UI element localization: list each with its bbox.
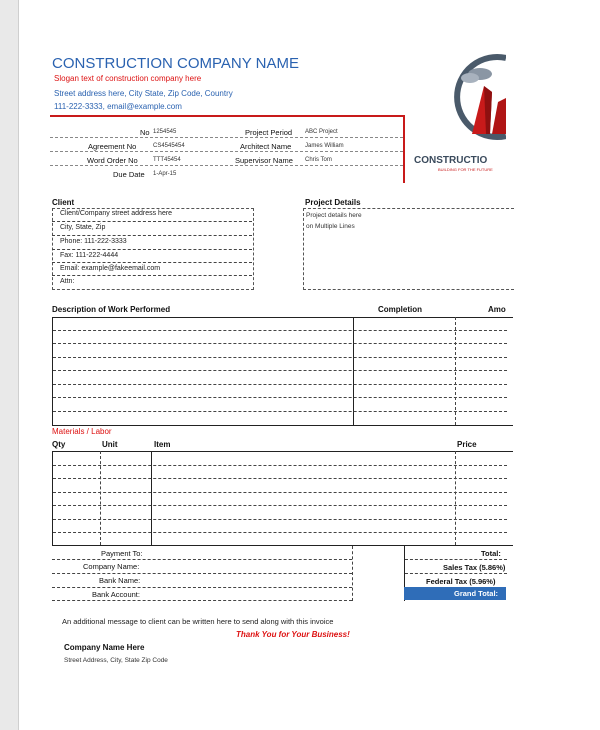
no-value: 1254545 <box>153 129 177 135</box>
work-row <box>53 384 507 385</box>
client-row-line <box>52 249 252 250</box>
materials-row <box>53 478 507 479</box>
no-label: No <box>140 128 150 137</box>
client-line: Email: example@fakeemail.com <box>60 265 161 272</box>
totals-line <box>405 559 507 560</box>
architect-value: James William <box>305 143 344 149</box>
payment-account-label: Bank Account: <box>92 590 140 599</box>
word-order-value: TTT45454 <box>153 157 181 163</box>
company-slogan: Slogan text of construction company here <box>54 74 202 83</box>
materials-col-item: Item <box>154 440 171 449</box>
work-col-divider <box>353 317 354 425</box>
client-line: Client/Company street address here <box>60 210 173 217</box>
architect-label: Architect Name <box>240 142 292 151</box>
project-line: Project details here <box>306 212 362 219</box>
materials-col-qty: Qty <box>52 440 66 449</box>
total-label: Total: <box>481 549 501 558</box>
due-date-label: Due Date <box>113 170 145 179</box>
materials-col-price: Price <box>457 440 477 449</box>
payment-line <box>52 600 352 601</box>
company-name: CONSTRUCTION COMPANY NAME <box>52 55 299 72</box>
logo-tagline: BUILDING FOR THE FUTURE <box>438 167 493 172</box>
work-row <box>53 330 507 331</box>
supervisor-value: Chris Tom <box>305 157 332 163</box>
work-table <box>52 317 513 426</box>
payment-divider <box>352 546 353 601</box>
payment-line <box>52 559 352 560</box>
agreement-label: Agreement No <box>88 142 137 151</box>
federal-tax-label: Federal Tax (5.96%) <box>426 577 496 586</box>
sales-tax-label: Sales Tax (5.86%) <box>443 563 506 572</box>
materials-row <box>53 519 507 520</box>
client-line: Fax: 111-222-4444 <box>60 252 119 259</box>
work-row <box>53 357 507 358</box>
footer-company: Company Name Here <box>64 643 145 652</box>
client-line: Phone: 111-222-3333 <box>60 238 127 245</box>
client-row-line <box>52 275 252 276</box>
client-line: Attn: <box>60 278 75 285</box>
materials-row <box>53 465 507 466</box>
work-row <box>53 343 507 344</box>
thank-you-text: Thank You for Your Business! <box>236 630 350 639</box>
totals-line <box>405 573 507 574</box>
payment-bank-label: Bank Name: <box>99 576 141 585</box>
payment-line <box>52 587 352 588</box>
client-heading: Client <box>52 198 75 207</box>
work-col-amount: Amo <box>488 305 506 314</box>
materials-row <box>53 505 507 506</box>
client-line: City, State, Zip <box>60 224 106 231</box>
client-row-line <box>52 262 252 263</box>
payment-company-label: Company Name: <box>83 562 140 571</box>
project-period-label: Project Period <box>245 128 293 137</box>
logo-text: CONSTRUCTIO <box>414 155 488 166</box>
project-box <box>303 208 514 290</box>
work-row <box>53 411 507 412</box>
payment-line <box>52 573 352 574</box>
company-contact: 111-222-3333, email@example.com <box>54 102 182 111</box>
company-address: Street address here, City State, Zip Code, Country <box>54 89 233 98</box>
word-order-label: Word Order No <box>87 156 138 165</box>
due-date-value: 1-Apr-15 <box>153 171 177 177</box>
supervisor-label: Supervisor Name <box>235 156 293 165</box>
work-row <box>53 370 507 371</box>
work-col-divider <box>455 317 456 425</box>
footer-message: An additional message to client can be written here to send along with this invoice <box>62 617 334 626</box>
project-period-value: ABC Project <box>305 129 338 135</box>
work-col-description: Description of Work Performed <box>52 305 171 314</box>
divider <box>50 137 403 138</box>
materials-row <box>53 532 507 533</box>
work-col-completion: Completion <box>378 305 422 314</box>
building-logo-icon <box>432 52 506 144</box>
work-row <box>53 397 507 398</box>
client-row-line <box>52 221 252 222</box>
payment-to-label: Payment To: <box>101 549 143 558</box>
project-line: on Multiple Lines <box>306 223 355 230</box>
divider <box>50 151 403 152</box>
footer-address: Street Address, City, State Zip Code <box>64 657 168 664</box>
materials-col-unit: Unit <box>102 440 118 449</box>
agreement-value: CS4545454 <box>153 143 185 149</box>
project-heading: Project Details <box>305 198 361 207</box>
client-row-line <box>52 235 252 236</box>
divider <box>50 165 403 166</box>
materials-heading: Materials / Labor <box>52 427 112 436</box>
grand-total-label: Grand Total: <box>454 589 499 598</box>
materials-row <box>53 492 507 493</box>
